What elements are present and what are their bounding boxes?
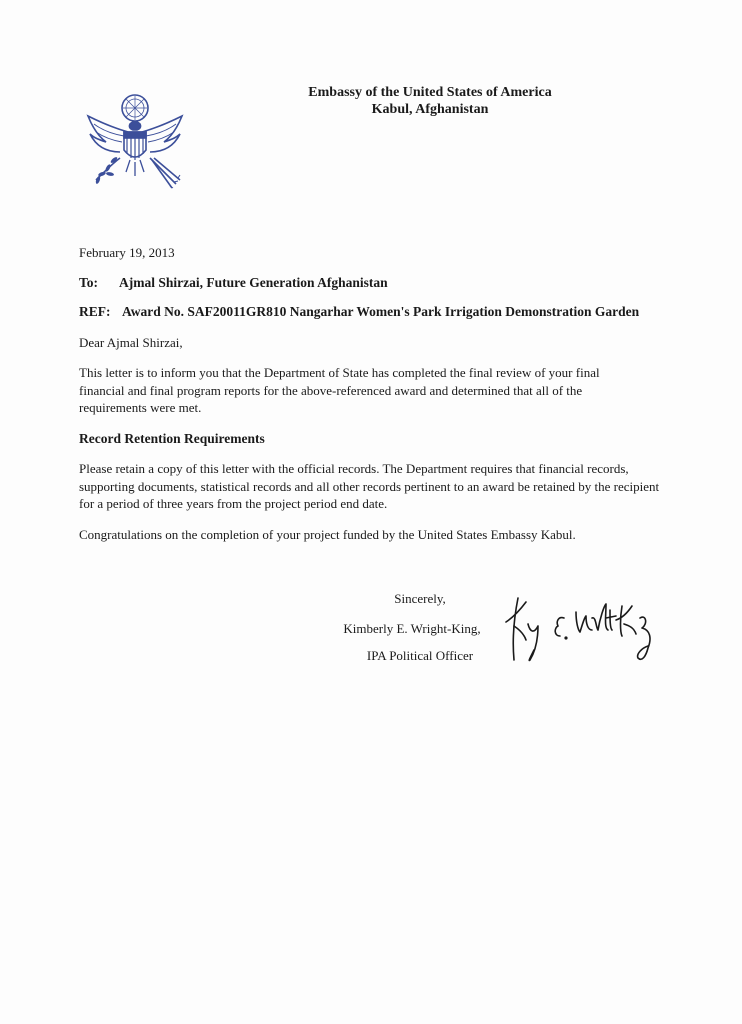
paragraph-congratulations: Congratulations on the completion of your project funded by the United States Embassy Kabul. [79, 527, 576, 542]
to-recipient: Ajmal Shirzai, Future Generation Afghanistan [119, 275, 388, 290]
letter-date: February 19, 2013 [79, 245, 175, 260]
letterhead-line1: Embassy of the United States of America [308, 85, 552, 100]
section-heading-record-retention: Record Retention Requirements [79, 431, 265, 446]
to-label: To: [79, 275, 99, 290]
signer-name: Kimberly E. Wright-King, [343, 621, 481, 636]
closing-sincerely: Sincerely, [394, 591, 446, 606]
salutation: Dear Ajmal Shirzai, [79, 335, 183, 350]
letterhead-line2: Kabul, Afghanistan [371, 102, 489, 117]
letterhead [250, 84, 610, 118]
handwritten-signature [500, 588, 660, 668]
paragraph-final-review: This letter is to inform you that the Department of State has completed the final review of your final financial and final program reports for the above-referenced award and determined that all of the requirements were met. [79, 365, 600, 415]
great-seal-eagle-icon [80, 88, 190, 198]
ref-line [79, 303, 669, 321]
paragraph-record-retention: Please retain a copy of this letter with the official records. The Department requires that financial records, supporting documents, statistical records and all other records pertinent to an award be retained by the recipient for a period of three years from the project period end date. [79, 461, 660, 511]
signer-title: IPA Political Officer [366, 648, 474, 663]
ref-value: Award No. SAF20011GR810 Nangarhar Women's Park Irrigation Demonstration Garden [122, 304, 640, 319]
ref-label: REF: [79, 304, 111, 319]
to-line [79, 274, 669, 292]
